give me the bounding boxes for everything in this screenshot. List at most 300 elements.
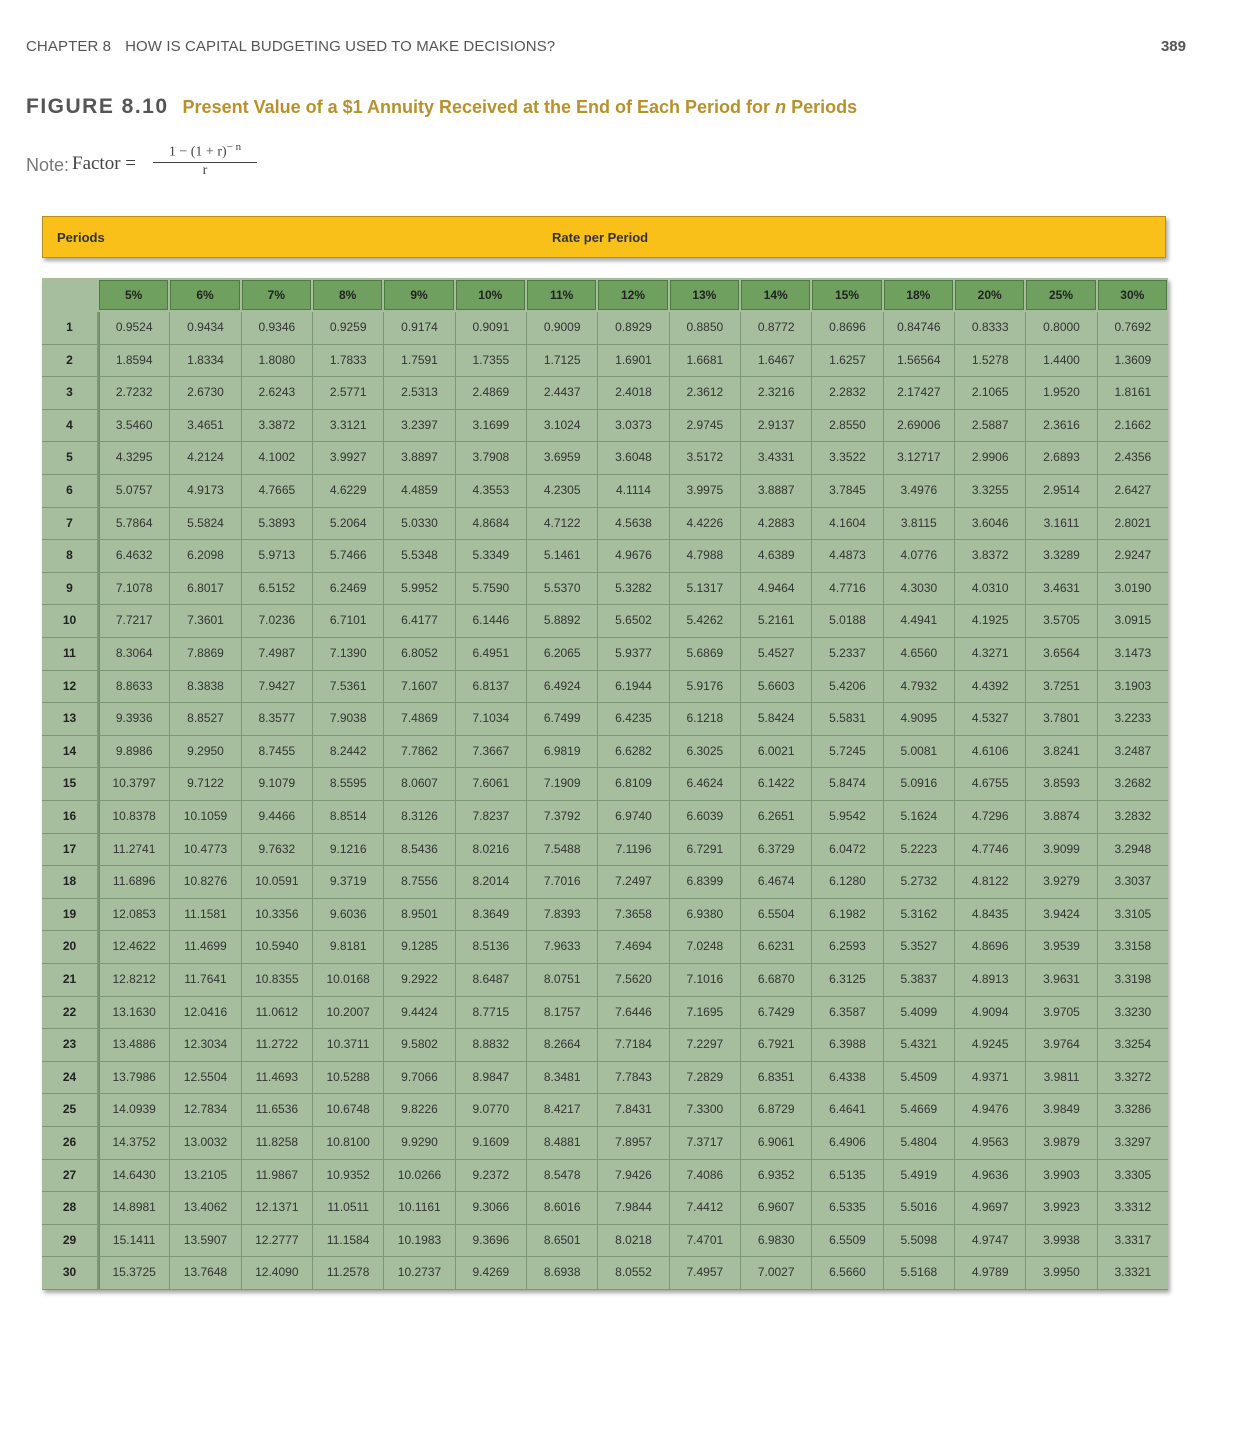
factor-cell: 9.0770	[455, 1094, 526, 1127]
factor-cell: 6.2098	[169, 540, 240, 573]
period-cell: 14	[42, 736, 98, 769]
period-cell: 13	[42, 703, 98, 736]
factor-cell: 7.7016	[526, 866, 597, 899]
period-cell: 21	[42, 964, 98, 997]
factor-cell: 6.6039	[669, 801, 740, 834]
factor-cell: 4.4873	[811, 540, 882, 573]
factor-cell: 2.9247	[1097, 540, 1168, 573]
factor-cell: 0.8772	[740, 312, 811, 345]
factor-cell: 11.9867	[241, 1160, 312, 1193]
period-cell: 26	[42, 1127, 98, 1160]
factor-cell: 9.6036	[312, 899, 383, 932]
factor-cell: 2.6893	[1025, 442, 1096, 475]
factor-cell: 6.7429	[740, 997, 811, 1030]
chapter-heading	[26, 38, 555, 55]
factor-cell: 2.8021	[1097, 508, 1168, 541]
factor-cell: 0.8000	[1025, 312, 1096, 345]
factor-cell: 10.1059	[169, 801, 240, 834]
factor-cell: 5.0188	[811, 605, 882, 638]
table-row	[42, 573, 1168, 606]
factor-cell: 4.3295	[98, 442, 169, 475]
factor-cell: 3.3312	[1097, 1192, 1168, 1225]
period-cell: 11	[42, 638, 98, 671]
factor-cell: 0.9524	[98, 312, 169, 345]
factor-cell: 4.2305	[526, 475, 597, 508]
factor-cell: 6.3988	[811, 1029, 882, 1062]
factor-cell: 5.9952	[383, 573, 454, 606]
factor-cell: 3.8874	[1025, 801, 1096, 834]
factor-cell: 6.9607	[740, 1192, 811, 1225]
factor-cell: 7.3717	[669, 1127, 740, 1160]
factor-cell: 4.1925	[954, 605, 1025, 638]
factor-cell: 4.6560	[883, 638, 954, 671]
factor-cell: 4.9476	[954, 1094, 1025, 1127]
factor-cell: 7.9427	[241, 671, 312, 704]
factor-cell: 6.5335	[811, 1192, 882, 1225]
factor-cell: 10.2737	[383, 1257, 454, 1290]
factor-cell: 14.0939	[98, 1094, 169, 1127]
factor-cell: 10.0168	[312, 964, 383, 997]
factor-cell: 7.4412	[669, 1192, 740, 1225]
factor-cell: 2.1662	[1097, 410, 1168, 443]
factor-cell: 3.3198	[1097, 964, 1168, 997]
factor-cell: 5.7590	[455, 573, 526, 606]
factor-cell: 8.7455	[241, 736, 312, 769]
factor-cell: 12.3034	[169, 1029, 240, 1062]
factor-cell: 4.0310	[954, 573, 1025, 606]
factor-cell: 3.9849	[1025, 1094, 1096, 1127]
factor-cell: 6.3587	[811, 997, 882, 1030]
table-row	[42, 931, 1168, 964]
factor-cell: 5.2064	[312, 508, 383, 541]
factor-cell: 8.8633	[98, 671, 169, 704]
factor-cell: 7.1607	[383, 671, 454, 704]
factor-cell: 8.3481	[526, 1062, 597, 1095]
factor-cell: 3.1473	[1097, 638, 1168, 671]
factor-cell: 3.9938	[1025, 1225, 1096, 1258]
factor-cell: 3.9279	[1025, 866, 1096, 899]
factor-cell: 6.2065	[526, 638, 597, 671]
factor-cell: 3.3121	[312, 410, 383, 443]
factor-cell: 3.3872	[241, 410, 312, 443]
factor-cell: 4.7665	[241, 475, 312, 508]
factor-cell: 0.84746	[883, 312, 954, 345]
factor-cell: 3.9923	[1025, 1192, 1096, 1225]
factor-cell: 2.69006	[883, 410, 954, 443]
factor-cell: 6.4674	[740, 866, 811, 899]
factor-cell: 6.9352	[740, 1160, 811, 1193]
factor-cell: 6.5152	[241, 573, 312, 606]
factor-cell: 4.7716	[811, 573, 882, 606]
factor-cell: 3.0373	[597, 410, 668, 443]
factor-cell: 4.1604	[811, 508, 882, 541]
formula-fraction	[153, 141, 257, 179]
factor-cell: 3.2487	[1097, 736, 1168, 769]
factor-cell: 6.5135	[811, 1160, 882, 1193]
factor-cell: 9.3936	[98, 703, 169, 736]
factor-cell: 3.3037	[1097, 866, 1168, 899]
factor-cell: 8.5595	[312, 768, 383, 801]
factor-cell: 7.1078	[98, 573, 169, 606]
factor-cell: 4.9371	[954, 1062, 1025, 1095]
factor-cell: 7.4987	[241, 638, 312, 671]
factor-cell: 3.2233	[1097, 703, 1168, 736]
factor-cell: 8.1757	[526, 997, 597, 1030]
factor-cell: 8.4217	[526, 1094, 597, 1127]
factor-cell: 7.3792	[526, 801, 597, 834]
factor-cell: 4.8122	[954, 866, 1025, 899]
factor-cell: 6.5660	[811, 1257, 882, 1290]
table-row	[42, 1062, 1168, 1095]
factor-cell: 3.9927	[312, 442, 383, 475]
factor-cell: 5.7466	[312, 540, 383, 573]
factor-cell: 6.7291	[669, 834, 740, 867]
caption-suffix: Periods	[791, 97, 858, 117]
factor-cell: 6.1944	[597, 671, 668, 704]
factor-cell: 8.0607	[383, 768, 454, 801]
factor-cell: 10.8100	[312, 1127, 383, 1160]
factor-cell: 3.3317	[1097, 1225, 1168, 1258]
period-cell: 7	[42, 508, 98, 541]
factor-cell: 3.9705	[1025, 997, 1096, 1030]
factor-cell: 8.2014	[455, 866, 526, 899]
factor-cell: 4.9747	[954, 1225, 1025, 1258]
factor-cell: 7.8957	[597, 1127, 668, 1160]
factor-cell: 6.4624	[669, 768, 740, 801]
factor-cell: 5.4509	[883, 1062, 954, 1095]
factor-cell: 8.7556	[383, 866, 454, 899]
running-head	[26, 38, 1186, 60]
factor-cell: 8.7715	[455, 997, 526, 1030]
factor-cell: 3.3230	[1097, 997, 1168, 1030]
factor-cell: 3.4651	[169, 410, 240, 443]
factor-cell: 9.1079	[241, 768, 312, 801]
factor-cell: 7.5488	[526, 834, 597, 867]
factor-cell: 11.1584	[312, 1225, 383, 1258]
factor-cell: 3.3522	[811, 442, 882, 475]
factor-cell: 2.3612	[669, 377, 740, 410]
factor-cell: 5.9176	[669, 671, 740, 704]
factor-cell: 7.8431	[597, 1094, 668, 1127]
factor-cell: 3.4331	[740, 442, 811, 475]
factor-cell: 10.2007	[312, 997, 383, 1030]
table-row	[42, 736, 1168, 769]
factor-cell: 4.2124	[169, 442, 240, 475]
period-cell: 20	[42, 931, 98, 964]
factor-cell: 3.9539	[1025, 931, 1096, 964]
factor-cell: 3.1024	[526, 410, 597, 443]
table-row	[42, 1029, 1168, 1062]
factor-cell: 8.6938	[526, 1257, 597, 1290]
factor-cell: 6.8399	[669, 866, 740, 899]
period-cell: 6	[42, 475, 98, 508]
factor-cell: 5.7245	[811, 736, 882, 769]
factor-cell: 1.6467	[740, 345, 811, 378]
factor-cell: 11.4693	[241, 1062, 312, 1095]
factor-cell: 5.0081	[883, 736, 954, 769]
factor-cell: 3.2948	[1097, 834, 1168, 867]
factor-cell: 7.1034	[455, 703, 526, 736]
factor-cell: 6.8729	[740, 1094, 811, 1127]
factor-cell: 8.8527	[169, 703, 240, 736]
factor-cell: 1.6257	[811, 345, 882, 378]
table-row	[42, 671, 1168, 704]
factor-cell: 8.8832	[455, 1029, 526, 1062]
factor-cell: 0.8929	[597, 312, 668, 345]
factor-cell: 12.4622	[98, 931, 169, 964]
factor-cell: 6.8052	[383, 638, 454, 671]
factor-cell: 3.8115	[883, 508, 954, 541]
factor-cell: 12.4090	[241, 1257, 312, 1290]
period-cell: 17	[42, 834, 98, 867]
factor-cell: 5.8474	[811, 768, 882, 801]
factor-cell: 9.7122	[169, 768, 240, 801]
factor-cell: 5.8892	[526, 605, 597, 638]
factor-cell: 11.2741	[98, 834, 169, 867]
factor-cell: 2.4018	[597, 377, 668, 410]
page-number: 389	[1160, 38, 1186, 55]
factor-cell: 10.0591	[241, 866, 312, 899]
factor-cell: 6.8109	[597, 768, 668, 801]
factor-cell: 10.3711	[312, 1029, 383, 1062]
factor-cell: 7.9844	[597, 1192, 668, 1225]
factor-cell: 15.3725	[98, 1257, 169, 1290]
factor-cell: 7.8393	[526, 899, 597, 932]
table-row	[42, 508, 1168, 541]
factor-cell: 6.9061	[740, 1127, 811, 1160]
factor-cell: 3.1903	[1097, 671, 1168, 704]
factor-cell: 7.0027	[740, 1257, 811, 1290]
factor-cell: 14.3752	[98, 1127, 169, 1160]
factor-cell: 5.6502	[597, 605, 668, 638]
factor-cell: 6.8137	[455, 671, 526, 704]
factor-cell: 9.7066	[383, 1062, 454, 1095]
rate-column-header: 6%	[170, 280, 239, 310]
table-row	[42, 834, 1168, 867]
factor-cell: 8.5436	[383, 834, 454, 867]
formula-numerator	[153, 141, 257, 163]
factor-cell: 5.2161	[740, 605, 811, 638]
factor-cell: 7.1016	[669, 964, 740, 997]
factor-cell: 8.9501	[383, 899, 454, 932]
factor-cell: 5.5348	[383, 540, 454, 573]
factor-cell: 10.5288	[312, 1062, 383, 1095]
factor-cell: 3.1611	[1025, 508, 1096, 541]
factor-cell: 10.8355	[241, 964, 312, 997]
factor-cell: 3.6046	[954, 508, 1025, 541]
factor-cell: 2.9906	[954, 442, 1025, 475]
table-row	[42, 345, 1168, 378]
table-row	[42, 1257, 1168, 1290]
table-row	[42, 1192, 1168, 1225]
factor-cell: 4.3030	[883, 573, 954, 606]
factor-cell: 2.9745	[669, 410, 740, 443]
factor-cell: 5.3349	[455, 540, 526, 573]
rate-per-period-header: Rate per Period	[552, 230, 649, 245]
factor-cell: 10.3356	[241, 899, 312, 932]
factor-cell: 1.3609	[1097, 345, 1168, 378]
factor-cell: 5.9542	[811, 801, 882, 834]
factor-cell: 3.8372	[954, 540, 1025, 573]
factor-cell: 6.6231	[740, 931, 811, 964]
rate-column-header: 11%	[527, 280, 596, 310]
factor-cell: 8.3577	[241, 703, 312, 736]
factor-cell: 11.2578	[312, 1257, 383, 1290]
factor-cell: 3.7801	[1025, 703, 1096, 736]
figure-title	[26, 95, 857, 121]
factor-cell: 6.3025	[669, 736, 740, 769]
factor-cell: 2.5771	[312, 377, 383, 410]
factor-cell: 4.7932	[883, 671, 954, 704]
factor-cell: 4.9245	[954, 1029, 1025, 1062]
factor-cell: 8.0751	[526, 964, 597, 997]
period-cell: 29	[42, 1225, 98, 1258]
factor-cell: 7.1909	[526, 768, 597, 801]
factor-cell: 7.4694	[597, 931, 668, 964]
table-row	[42, 1094, 1168, 1127]
factor-cell: 1.8161	[1097, 377, 1168, 410]
factor-cell: 1.7355	[455, 345, 526, 378]
factor-cell: 5.9713	[241, 540, 312, 573]
factor-cell: 4.9697	[954, 1192, 1025, 1225]
factor-cell: 7.7217	[98, 605, 169, 638]
factor-cell: 5.2223	[883, 834, 954, 867]
factor-cell: 3.8887	[740, 475, 811, 508]
factor-cell: 3.3286	[1097, 1094, 1168, 1127]
factor-cell: 11.0511	[312, 1192, 383, 1225]
factor-cell: 8.5478	[526, 1160, 597, 1193]
rate-column-header: 14%	[741, 280, 810, 310]
factor-cell: 7.1390	[312, 638, 383, 671]
table-row	[42, 964, 1168, 997]
table-row	[42, 475, 1168, 508]
factor-cell: 4.9094	[954, 997, 1025, 1030]
factor-cell: 7.6446	[597, 997, 668, 1030]
factor-cell: 11.8258	[241, 1127, 312, 1160]
factor-cell: 3.3105	[1097, 899, 1168, 932]
factor-cell: 0.7692	[1097, 312, 1168, 345]
factor-cell: 8.3064	[98, 638, 169, 671]
factor-cell: 8.2664	[526, 1029, 597, 1062]
factor-cell: 5.4262	[669, 605, 740, 638]
factor-cell: 1.7833	[312, 345, 383, 378]
factor-cell: 2.9137	[740, 410, 811, 443]
factor-cell: 5.4669	[883, 1094, 954, 1127]
factor-cell: 6.3729	[740, 834, 811, 867]
table-row	[42, 997, 1168, 1030]
period-cell: 4	[42, 410, 98, 443]
rate-column-header: 9%	[384, 280, 453, 310]
factor-cell: 9.7632	[241, 834, 312, 867]
period-cell: 15	[42, 768, 98, 801]
factor-cell: 9.9290	[383, 1127, 454, 1160]
factor-cell: 6.2593	[811, 931, 882, 964]
rate-column-header: 7%	[242, 280, 311, 310]
factor-cell: 5.4919	[883, 1160, 954, 1193]
factor-cell: 7.7862	[383, 736, 454, 769]
factor-cell: 6.4177	[383, 605, 454, 638]
factor-cell: 7.3601	[169, 605, 240, 638]
factor-cell: 3.9764	[1025, 1029, 1096, 1062]
factor-cell: 2.4869	[455, 377, 526, 410]
factor-cell: 2.7232	[98, 377, 169, 410]
period-cell: 27	[42, 1160, 98, 1193]
factor-cell: 0.8850	[669, 312, 740, 345]
factor-cell: 9.8181	[312, 931, 383, 964]
factor-cell: 10.8378	[98, 801, 169, 834]
factor-cell: 7.3658	[597, 899, 668, 932]
factor-cell: 10.4773	[169, 834, 240, 867]
factor-cell: 9.8986	[98, 736, 169, 769]
factor-cell: 4.6106	[954, 736, 1025, 769]
factor-cell: 7.9633	[526, 931, 597, 964]
factor-cell: 3.7908	[455, 442, 526, 475]
factor-cell: 8.6016	[526, 1192, 597, 1225]
factor-cell: 1.7125	[526, 345, 597, 378]
period-cell: 25	[42, 1094, 98, 1127]
rate-column-header: 8%	[313, 280, 382, 310]
period-cell: 24	[42, 1062, 98, 1095]
note-label: Note:	[26, 155, 70, 175]
factor-cell: 3.9811	[1025, 1062, 1096, 1095]
factor-cell: 3.3305	[1097, 1160, 1168, 1193]
rate-column-header: 20%	[955, 280, 1024, 310]
period-cell: 2	[42, 345, 98, 378]
table-row	[42, 899, 1168, 932]
period-cell: 12	[42, 671, 98, 704]
factor-cell: 12.5504	[169, 1062, 240, 1095]
factor-cell: 9.4466	[241, 801, 312, 834]
factor-cell: 10.3797	[98, 768, 169, 801]
factor-cell: 5.1624	[883, 801, 954, 834]
factor-cell: 3.1699	[455, 410, 526, 443]
factor-cell: 4.7746	[954, 834, 1025, 867]
factor-cell: 11.6896	[98, 866, 169, 899]
rate-column-header: 18%	[884, 280, 953, 310]
factor-cell: 12.2777	[241, 1225, 312, 1258]
factor-cell: 6.4235	[597, 703, 668, 736]
factor-cell: 3.8897	[383, 442, 454, 475]
factor-cell: 11.2722	[241, 1029, 312, 1062]
period-cell: 18	[42, 866, 98, 899]
factor-cell: 7.2497	[597, 866, 668, 899]
factor-cell: 4.6755	[954, 768, 1025, 801]
factor-cell: 3.2397	[383, 410, 454, 443]
factor-cell: 10.1983	[383, 1225, 454, 1258]
factor-cell: 7.9426	[597, 1160, 668, 1193]
factor-cell: 3.6959	[526, 442, 597, 475]
factor-cell: 4.7296	[954, 801, 1025, 834]
table-header-bar	[42, 216, 1166, 258]
factor-cell: 3.8593	[1025, 768, 1096, 801]
factor-cell: 3.7845	[811, 475, 882, 508]
factor-cell: 4.9789	[954, 1257, 1025, 1290]
factor-cell: 7.5361	[312, 671, 383, 704]
rate-header-row	[42, 278, 1168, 312]
factor-cell: 5.0916	[883, 768, 954, 801]
factor-cell: 4.9095	[883, 703, 954, 736]
factor-cell: 8.6501	[526, 1225, 597, 1258]
factor-cell: 4.9173	[169, 475, 240, 508]
factor-cell: 4.7122	[526, 508, 597, 541]
factor-cell: 6.3125	[811, 964, 882, 997]
factor-cell: 7.8237	[455, 801, 526, 834]
period-cell: 9	[42, 573, 98, 606]
factor-cell: 3.8241	[1025, 736, 1096, 769]
factor-cell: 3.3289	[1025, 540, 1096, 573]
factor-cell: 2.1065	[954, 377, 1025, 410]
factor-cell: 5.7864	[98, 508, 169, 541]
